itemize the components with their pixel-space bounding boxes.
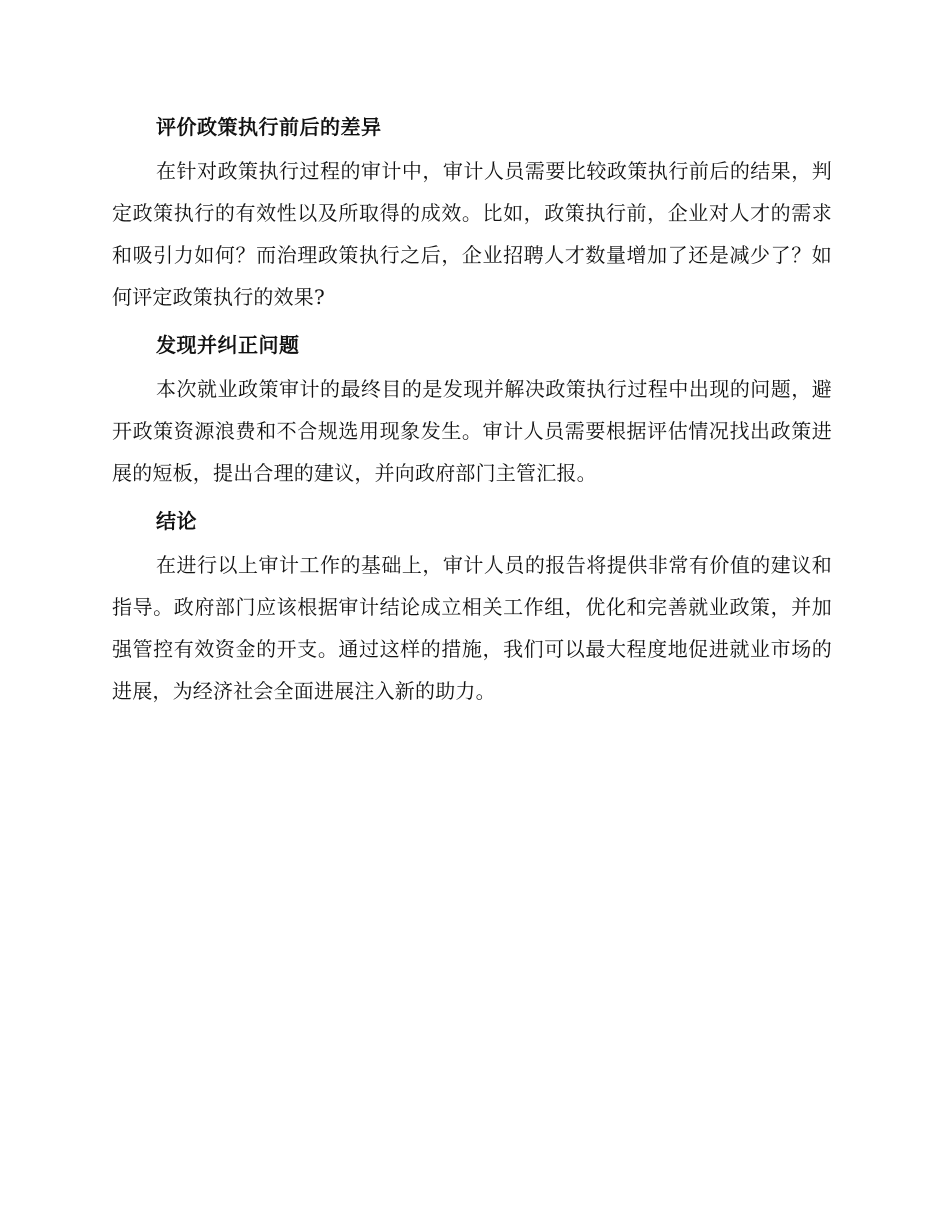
section-heading: 发现并纠正问题 — [156, 333, 300, 357]
section-heading: 结论 — [156, 509, 197, 533]
section-heading: 评价政策执行前后的差异 — [156, 115, 382, 139]
section-paragraph: 本次就业政策审计的最终目的是发现并解决政策执行过程中出现的问题，避开政策资源浪费和不合规选用现象发生。审计人员需要根据评估情况找出政策进展的短板，提出合理的建议，并向政府部门主管汇报。 — [112, 377, 832, 485]
section-find-and-correct-issues — [112, 330, 832, 494]
section-conclusion — [112, 506, 832, 712]
section-paragraph: 在进行以上审计工作的基础上，审计人员的报告将提供非常有价值的建议和指导。政府部门应该根据审计结论成立相关工作组，优化和完善就业政策，并加强管控有效资金的开支。通过这样的措施，我们可以最大程度地促进就业市场的进展，为经济社会全面进展注入新的助力。 — [112, 553, 832, 703]
section-policy-before-after — [112, 112, 832, 318]
section-paragraph: 在针对政策执行过程的审计中，审计人员需要比较政策执行前后的结果，判定政策执行的有效性以及所取得的成效。比如，政策执行前，企业对人才的需求和吸引力如何？而治理政策执行之后，企业招聘人才数量增加了还是减少了？如何评定政策执行的效果? — [112, 159, 832, 309]
document-content — [112, 112, 832, 724]
